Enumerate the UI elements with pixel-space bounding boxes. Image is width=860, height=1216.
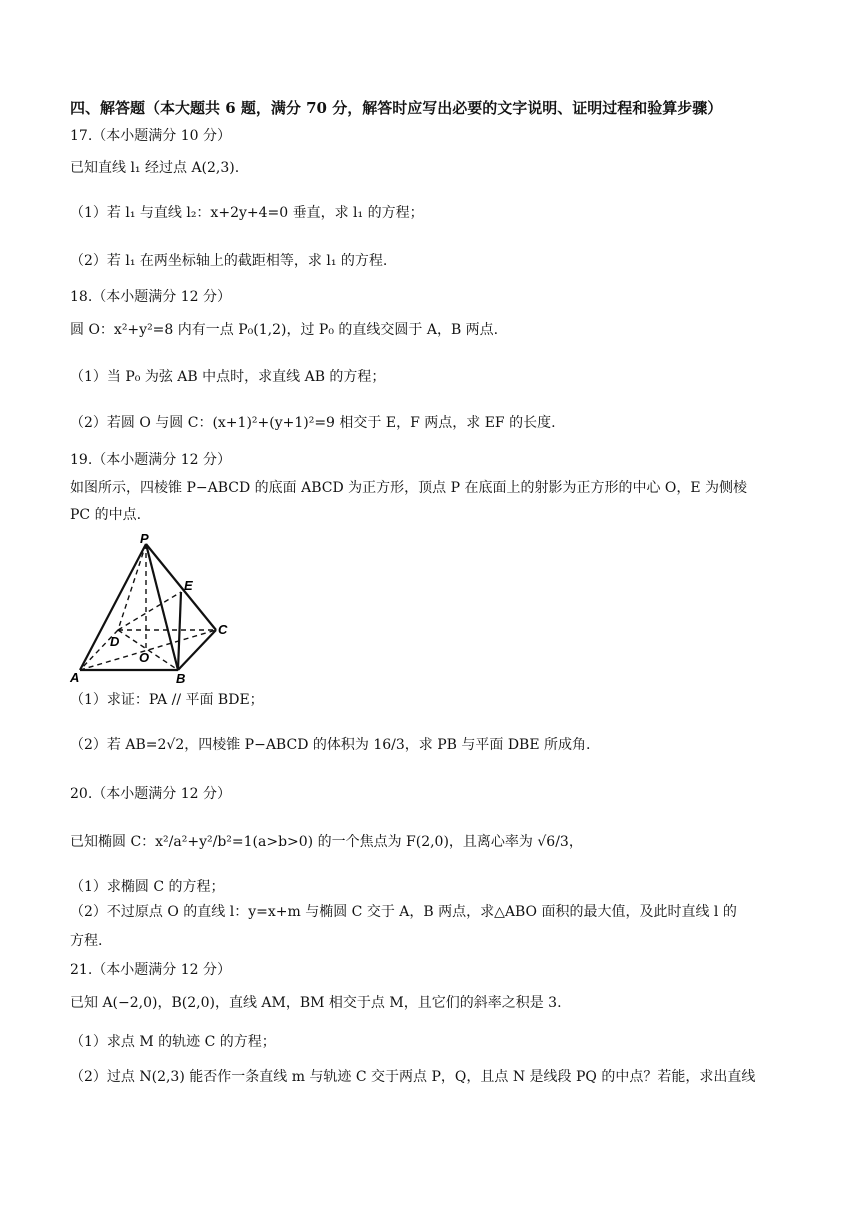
problem-21-part2: （2）过点 N(2,3) 能否作一条直线 m 与轨迹 C 交于两点 P，Q，且点 N 是线段 PQ 的中点？若能，求出直线 [70,1069,756,1085]
problem-18-part2: （2）若圆 O 与圆 C：(x+1)²+(y+1)²=9 相交于 E，F 两点，求 EF 的长度. [70,415,556,431]
figure-label-e: E [184,578,193,593]
problem-20-part2-line1: （2）不过原点 O 的直线 l：y=x+m 与椭圆 C 交于 A，B 两点，求△ABO 面积的最大值，及此时直线 l 的 [70,904,737,920]
figure-label-o: O [139,650,150,665]
problem-21-heading: 21.（本小题满分 12 分） [70,962,231,978]
problem-19-part1: （1）求证：PA // 平面 BDE； [70,692,264,708]
figure-label-b: B [176,671,186,685]
problem-20-part2-line2: 方程. [70,933,103,949]
problem-17-heading: 17.（本小题满分 10 分） [70,128,231,144]
problem-17-part2: （2）若 l₁ 在两坐标轴上的截距相等，求 l₁ 的方程. [70,253,388,269]
figure-label-a: A [70,670,80,685]
figure-label-c: C [218,622,228,637]
problem-20-part1: （1）求椭圆 C 的方程； [70,879,225,895]
problem-20-heading: 20.（本小题满分 12 分） [70,786,231,802]
problem-19-stem-line1: 如图所示，四棱锥 P−ABCD 的底面 ABCD 为正方形，顶点 P 在底面上的射影为正方形的中心 O，E 为侧棱 [70,480,748,496]
figure-label-d: D [110,634,120,649]
problem-18-part1: （1）当 P₀ 为弦 AB 中点时，求直线 AB 的方程； [70,369,386,385]
figure-label-p: P [140,531,149,546]
problem-21-stem: 已知 A(−2,0)，B(2,0)，直线 AM，BM 相交于点 M，且它们的斜率之积是 3. [70,995,562,1011]
problem-19-part2: （2）若 AB=2√2，四棱锥 P−ABCD 的体积为 16/3，求 PB 与平面 DBE 所成角. [70,737,591,753]
problem-19-stem-line2: PC 的中点. [70,507,142,523]
problem-20-stem: 已知椭圆 C：x²/a²+y²/b²=1(a>b>0) 的一个焦点为 F(2,0)，且离心率为 √6/3， [70,834,583,850]
problem-18-heading: 18.（本小题满分 12 分） [70,289,231,305]
problem-21-part1: （1）求点 M 的轨迹 C 的方程； [70,1034,276,1050]
section-header: 四、解答题（本大题共 6 题，满分 70 分，解答时应写出必要的文字说明、证明过程和验算步骤） [70,99,723,117]
problem-17-stem: 已知直线 l₁ 经过点 A(2,3). [70,160,240,176]
problem-19-heading: 19.（本小题满分 12 分） [70,452,231,468]
pyramid-figure [66,530,246,685]
problem-18-stem: 圆 O：x²+y²=8 内有一点 P₀(1,2)，过 P₀ 的直线交圆于 A，B 两点. [70,322,499,338]
problem-17-part1: （1）若 l₁ 与直线 l₂：x+2y+4=0 垂直，求 l₁ 的方程； [70,205,424,221]
